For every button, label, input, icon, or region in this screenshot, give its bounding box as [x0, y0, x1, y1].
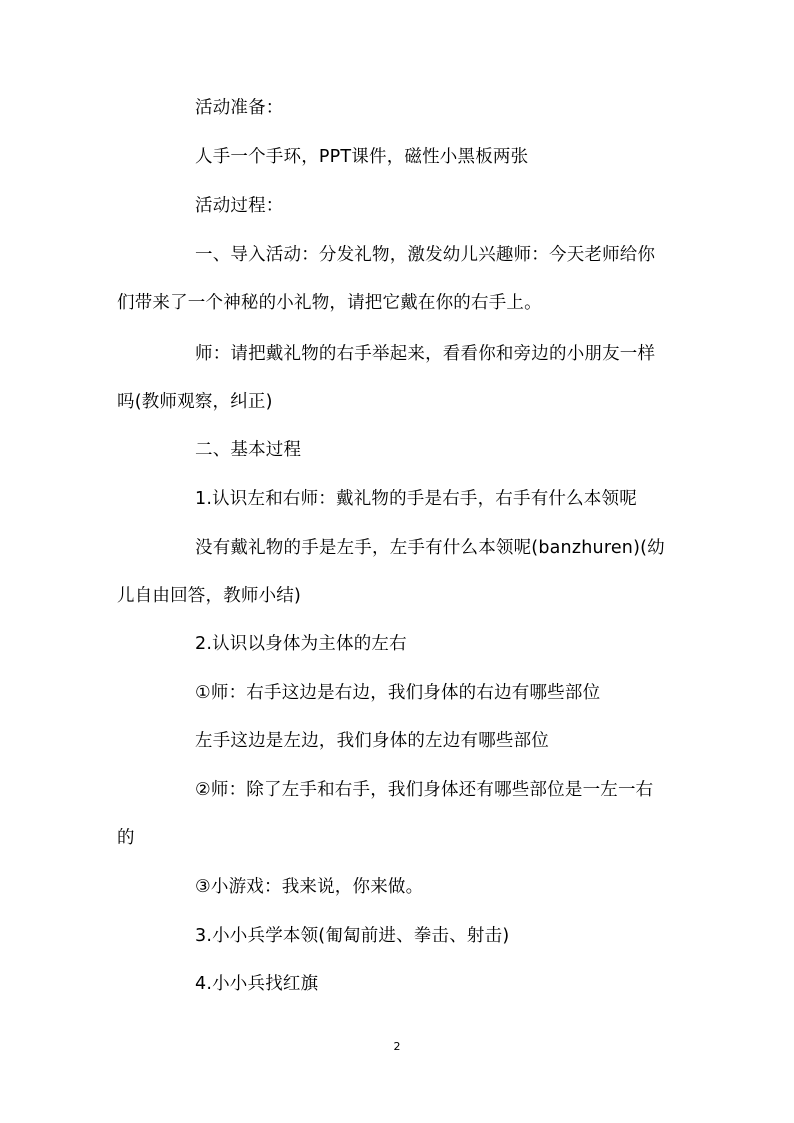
left-side-question: 左手这边是左边，我们身体的左边有哪些部位 — [195, 731, 549, 751]
mini-game-line: ③小游戏：我来说，你来做。 — [195, 877, 424, 897]
intro-activity-line-1: 一、导入活动：分发礼物，激发幼儿兴趣师：今天老师给你 — [195, 245, 656, 265]
activity-preparation-heading: 活动准备： — [195, 98, 284, 118]
step-3-line: 3.小小兵学本领(匍匐前进、拳击、射击) — [195, 926, 510, 946]
body-parts-question-line-1: ②师：除了左手和右手，我们身体还有哪些部位是一左一右 — [195, 780, 654, 800]
left-hand-question-line-1: 没有戴礼物的手是左手，左手有什么本领呢(banzhuren)(幼 — [195, 538, 665, 558]
body-parts-question-line-2: 的 — [117, 828, 135, 848]
step-4-line: 4.小小兵找红旗 — [195, 974, 319, 994]
page-number: 2 — [393, 1040, 401, 1053]
basic-process-heading: 二、基本过程 — [195, 440, 302, 460]
preparation-materials: 人手一个手环，PPT课件，磁性小黑板两张 — [195, 147, 529, 167]
right-side-question: ①师：右手这边是右边，我们身体的右边有哪些部位 — [195, 683, 601, 703]
step-1-line: 1.认识左和右师：戴礼物的手是右手，右手有什么本领呢 — [195, 489, 637, 509]
left-hand-question-line-2: 儿自由回答，教师小结) — [117, 586, 302, 606]
teacher-instruction-line-1: 师：请把戴礼物的右手举起来，看看你和旁边的小朋友一样 — [195, 344, 656, 364]
teacher-instruction-line-2: 吗(教师观察，纠正) — [117, 392, 273, 412]
step-2-line: 2.认识以身体为主体的左右 — [195, 634, 407, 654]
intro-activity-line-2: 们带来了一个神秘的小礼物，请把它戴在你的右手上。 — [117, 293, 542, 313]
activity-process-heading: 活动过程： — [195, 196, 284, 216]
